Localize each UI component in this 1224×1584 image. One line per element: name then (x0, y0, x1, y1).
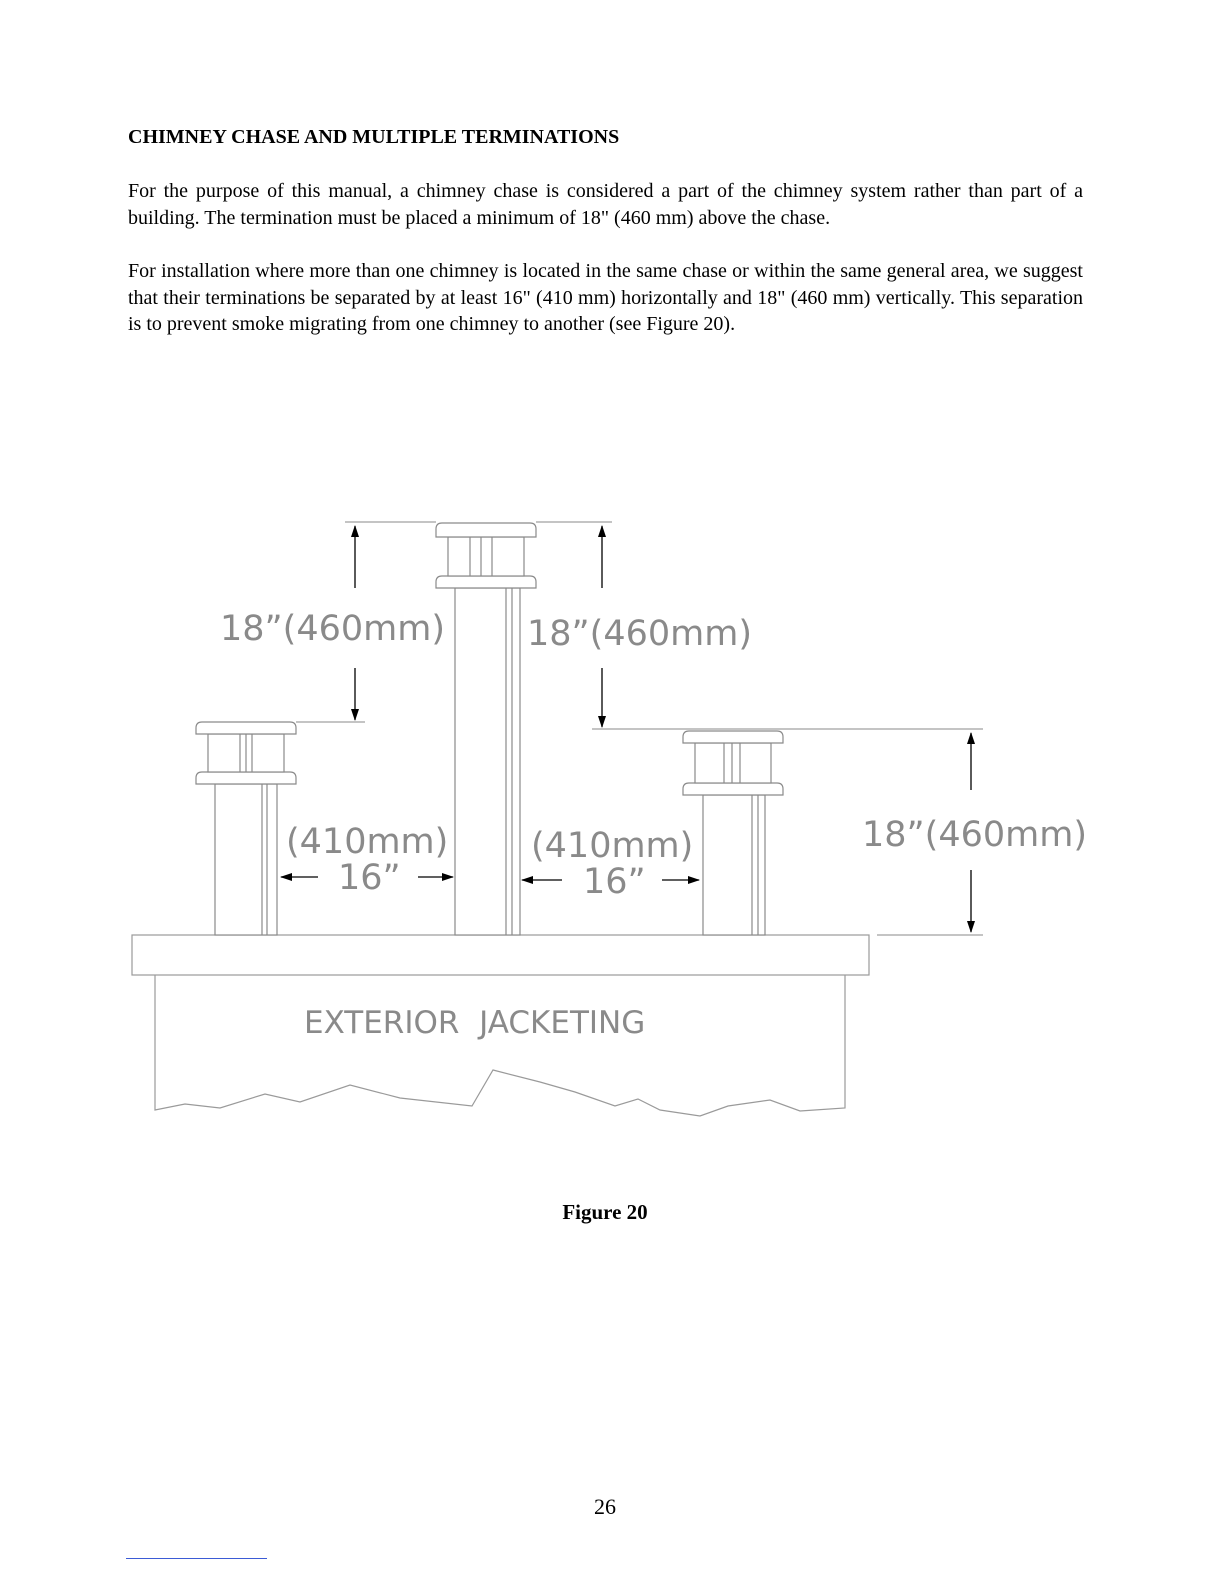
dim-label-left-horizontal-in: 16” (338, 858, 401, 898)
section-heading: CHIMNEY CHASE AND MULTIPLE TERMINATIONS (128, 126, 620, 148)
dim-label-middle-vertical: 18”(460mm) (527, 614, 752, 654)
paragraph-chase-definition: For the purpose of this manual, a chimney chase is considered a part of the chimney system rather than part of a building. The termination must be placed a minimum of 18" (460 mm) above the chase. (128, 180, 1083, 229)
footnote-separator (126, 1558, 267, 1559)
chase-label: EXTERIOR JACKETING (304, 1005, 646, 1041)
dim-label-left-vertical: 18”(460mm) (220, 609, 445, 649)
dim-label-left-horizontal-mm: (410mm) (286, 822, 449, 862)
dim-label-right-horizontal-mm: (410mm) (531, 826, 694, 866)
figure-caption: Figure 20 (562, 1200, 648, 1224)
left-chimney (196, 722, 296, 935)
dim-label-right-horizontal-in: 16” (583, 862, 646, 902)
right-chimney (683, 731, 783, 935)
dim-label-right-vertical: 18”(460mm) (862, 815, 1087, 855)
paragraph-multiple-terminations: For installation where more than one chimney is located in the same chase or within the same general area, we suggest that their terminations be separated by at least 16" (410 mm) horizontally and 18" (460 mm) vertically. This separation is to prevent smoke migrating from one chimney to another (see Figure 20). (128, 260, 1083, 335)
page-number: 26 (594, 1494, 616, 1519)
chimney-chase-diagram (100, 500, 1100, 1140)
middle-chimney (436, 523, 536, 935)
